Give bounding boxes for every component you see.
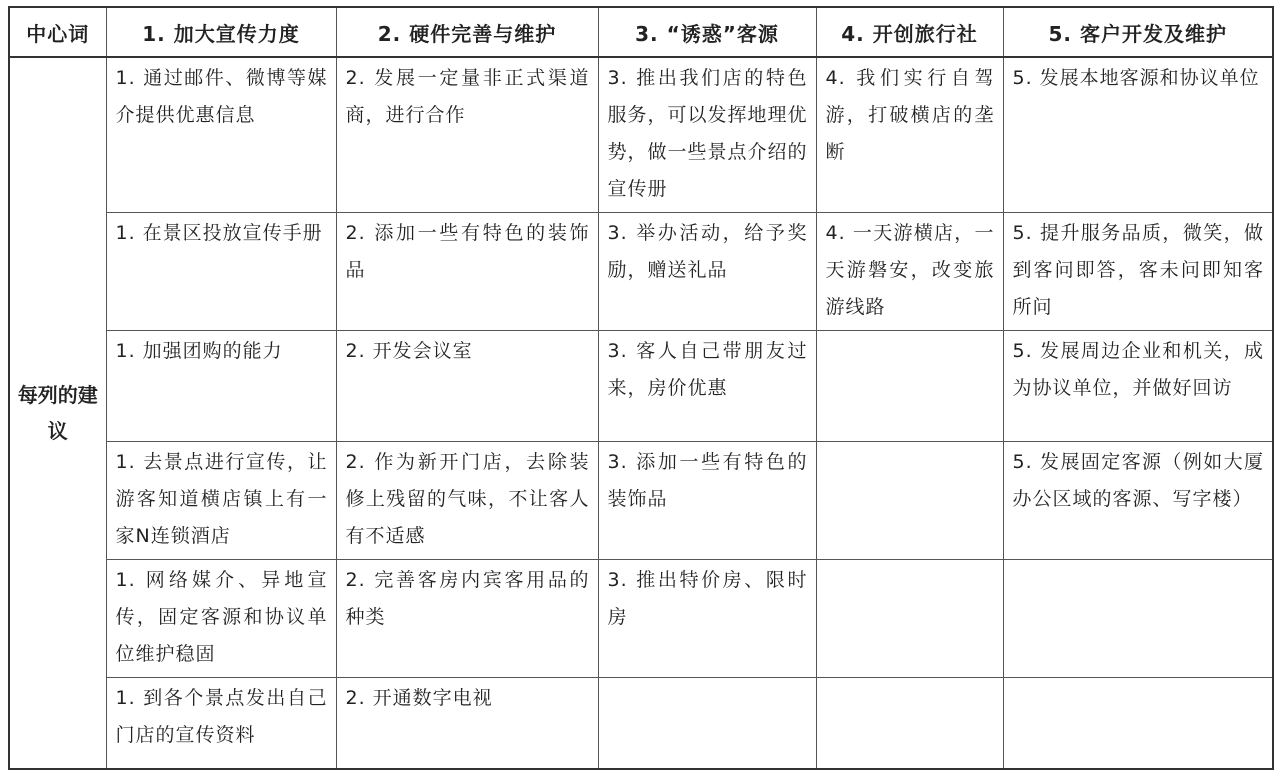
table-row — [9, 57, 1273, 213]
cell-publicity: 1. 去景点进行宣传，让游客知道横店镇上有一家N连锁酒店 — [106, 442, 336, 560]
table-row — [9, 678, 1273, 769]
cell-client-development — [1003, 560, 1273, 678]
suggestions-table — [8, 6, 1274, 770]
header-client-development: 5. 客户开发及维护 — [1003, 7, 1273, 57]
cell-hardware: 2. 开通数字电视 — [336, 678, 598, 769]
cell-client-development: 5. 提升服务品质，微笑，做到客问即答，客未问即知客所问 — [1003, 213, 1273, 331]
cell-hardware: 2. 开发会议室 — [336, 331, 598, 442]
cell-travel-agency — [816, 560, 1003, 678]
cell-hardware: 2. 完善客房内宾客用品的种类 — [336, 560, 598, 678]
header-hardware: 2. 硬件完善与维护 — [336, 7, 598, 57]
cell-client-development: 5. 发展周边企业和机关，成为协议单位，并做好回访 — [1003, 331, 1273, 442]
header-publicity: 1. 加大宣传力度 — [106, 7, 336, 57]
table-row — [9, 331, 1273, 442]
cell-publicity: 1. 到各个景点发出自己门店的宣传资料 — [106, 678, 336, 769]
cell-attract-guests: 3. 举办活动，给予奖励，赠送礼品 — [598, 213, 816, 331]
table-row — [9, 213, 1273, 331]
cell-attract-guests: 3. 推出我们店的特色服务，可以发挥地理优势，做一些景点介绍的宣传册 — [598, 57, 816, 213]
cell-publicity: 1. 在景区投放宣传手册 — [106, 213, 336, 331]
table-row — [9, 560, 1273, 678]
cell-attract-guests: 3. 添加一些有特色的装饰品 — [598, 442, 816, 560]
cell-client-development: 5. 发展本地客源和协议单位 — [1003, 57, 1273, 213]
cell-hardware: 2. 添加一些有特色的装饰品 — [336, 213, 598, 331]
header-travel-agency: 4. 开创旅行社 — [816, 7, 1003, 57]
cell-publicity: 1. 网络媒介、异地宣传，固定客源和协议单位维护稳固 — [106, 560, 336, 678]
cell-attract-guests: 3. 推出特价房、限时房 — [598, 560, 816, 678]
cell-travel-agency — [816, 678, 1003, 769]
header-keyword: 中心词 — [9, 7, 106, 57]
row-group-label: 每列的建议 — [9, 57, 106, 769]
cell-publicity: 1. 通过邮件、微博等媒介提供优惠信息 — [106, 57, 336, 213]
table-row — [9, 442, 1273, 560]
cell-travel-agency: 4. 一天游横店，一天游磐安，改变旅游线路 — [816, 213, 1003, 331]
cell-client-development: 5. 发展固定客源（例如大厦办公区域的客源、写字楼） — [1003, 442, 1273, 560]
cell-hardware: 2. 作为新开门店，去除装修上残留的气味，不让客人有不适感 — [336, 442, 598, 560]
cell-travel-agency — [816, 442, 1003, 560]
header-attract-guests: 3. “诱惑”客源 — [598, 7, 816, 57]
header-row — [9, 7, 1273, 57]
cell-hardware: 2. 发展一定量非正式渠道商，进行合作 — [336, 57, 598, 213]
cell-travel-agency: 4. 我们实行自驾游，打破横店的垄断 — [816, 57, 1003, 213]
cell-publicity: 1. 加强团购的能力 — [106, 331, 336, 442]
cell-attract-guests — [598, 678, 816, 769]
cell-travel-agency — [816, 331, 1003, 442]
cell-attract-guests: 3. 客人自己带朋友过来，房价优惠 — [598, 331, 816, 442]
cell-client-development — [1003, 678, 1273, 769]
